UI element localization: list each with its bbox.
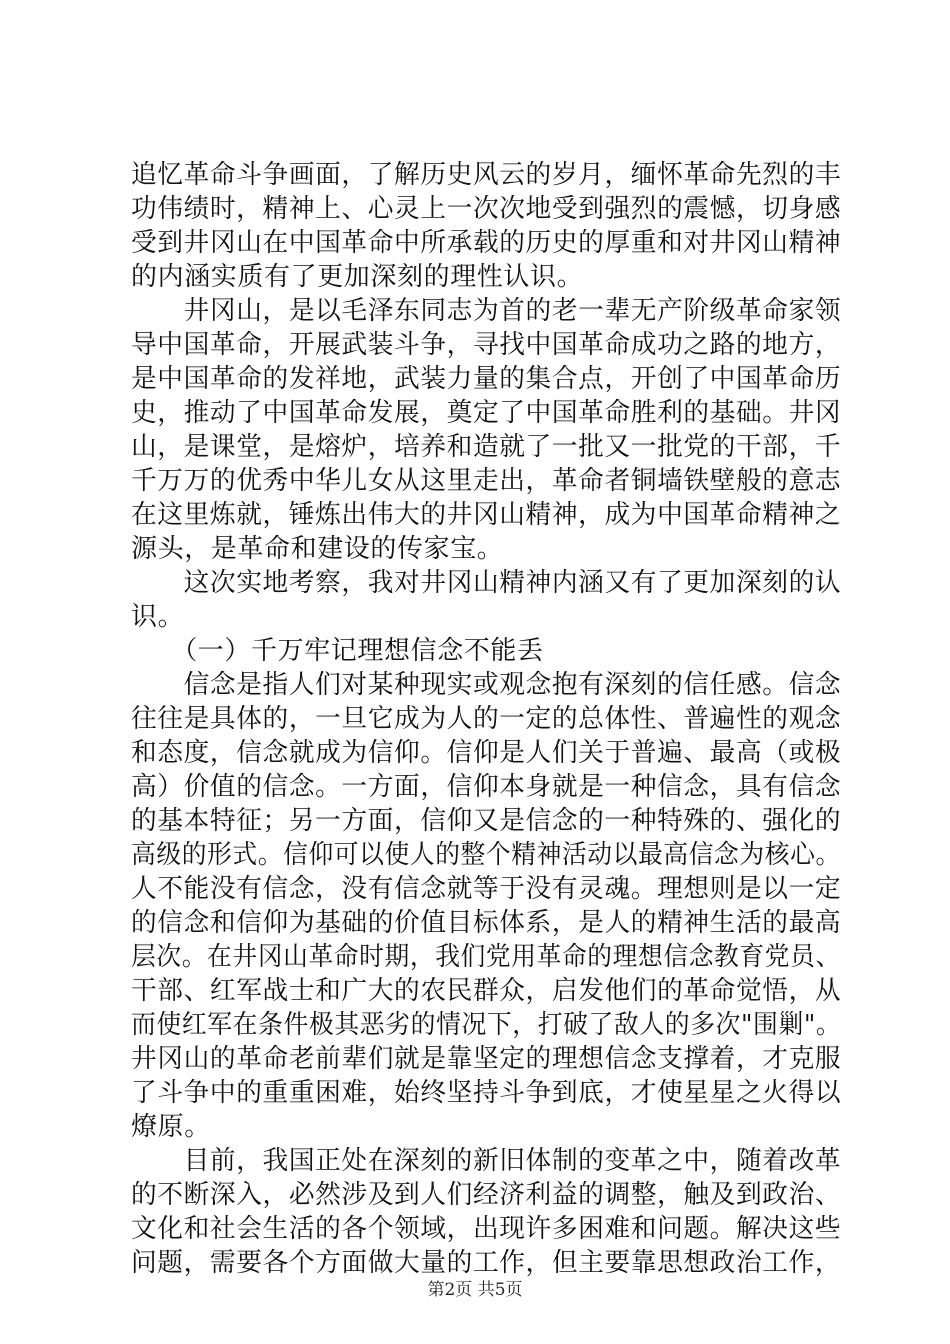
text-line: 目前，我国正处在深刻的新旧体制的变革之中，随着改革 [131,1146,842,1176]
text-line: 信念是指人们对某种现实或观念抱有深刻的信任感。信念 [131,670,842,700]
text-line: 而使红军在条件极其恶劣的情况下，打破了敌人的多次"围剿"。 [131,1010,842,1040]
text-line: 高级的形式。信仰可以使人的整个精神活动以最高信念为核心。 [131,840,841,870]
text-line: 追忆革命斗争画面，了解历史风云的岁月，缅怀革命先烈的丰 [131,160,842,190]
text-line: 人不能没有信念，没有信念就等于没有灵魂。理想则是以一定 [131,874,842,904]
text-line: 千万万的优秀中华儿女从这里走出，革命者铜墙铁壁般的意志 [131,466,842,496]
text-line: 井冈山的革命老前辈们就是靠坚定的理想信念支撑着，才克服 [131,1044,842,1074]
text-line: 源头，是革命和建设的传家宝。 [131,534,504,564]
text-line: 井冈山，是以毛泽东同志为首的老一辈无产阶级革命家领 [131,296,842,326]
text-line: 这次实地考察，我对井冈山精神内涵又有了更加深刻的认 [131,568,842,598]
text-line: 在这里炼就，锤炼出伟大的井冈山精神，成为中国革命精神之 [131,500,842,530]
text-line: 山，是课堂，是熔炉，培养和造就了一批又一批党的干部，千 [131,432,842,462]
text-line: 史，推动了中国革命发展，奠定了中国革命胜利的基础。井冈 [131,398,842,428]
text-line: 的内涵实质有了更加深刻的理性认识。 [131,262,584,292]
text-line: 问题，需要各个方面做大量的工作，但主要靠思想政治工作， [131,1248,842,1278]
text-line: 的基本特征；另一方面，信仰又是信念的一种特殊的、强化的 [131,806,842,836]
text-line: 层次。在井冈山革命时期，我们党用革命的理想信念教育党员、 [131,942,841,972]
text-line: 导中国革命，开展武装斗争，寻找中国革命成功之路的地方， [131,330,842,360]
text-line: 受到井冈山在中国革命中所承载的历史的厚重和对井冈山精神 [131,228,842,258]
text-line: 干部、红军战士和广大的农民群众，启发他们的革命觉悟，从 [131,976,842,1006]
text-line: 文化和社会生活的各个领域，出现许多困难和问题。解决这些 [131,1214,842,1244]
text-line: （一）千万牢记理想信念不能丢 [131,636,544,666]
text-line: 的不断深入，必然涉及到人们经济利益的调整，触及到政治、 [131,1180,842,1210]
text-line: 了斗争中的重重困难，始终坚持斗争到底，才使星星之火得以 [131,1078,842,1108]
page-footer: 第2页 共5页 [427,1280,523,1300]
text-line: 的信念和信仰为基础的价值目标体系，是人的精神生活的最高 [131,908,842,938]
document-body [131,158,841,1280]
text-line: 燎原。 [131,1112,211,1142]
text-line: 和态度，信念就成为信仰。信仰是人们关于普遍、最高（或极 [131,738,842,768]
text-line: 功伟绩时，精神上、心灵上一次次地受到强烈的震憾，切身感 [131,194,842,224]
text-line: 高）价值的信念。一方面，信仰本身就是一种信念，具有信念 [131,772,842,802]
text-line: 往往是具体的，一旦它成为人的一定的总体性、普遍性的观念 [131,704,842,734]
text-line: 是中国革命的发祥地，武装力量的集合点，开创了中国革命历 [131,364,842,394]
text-line: 识。 [131,602,185,632]
